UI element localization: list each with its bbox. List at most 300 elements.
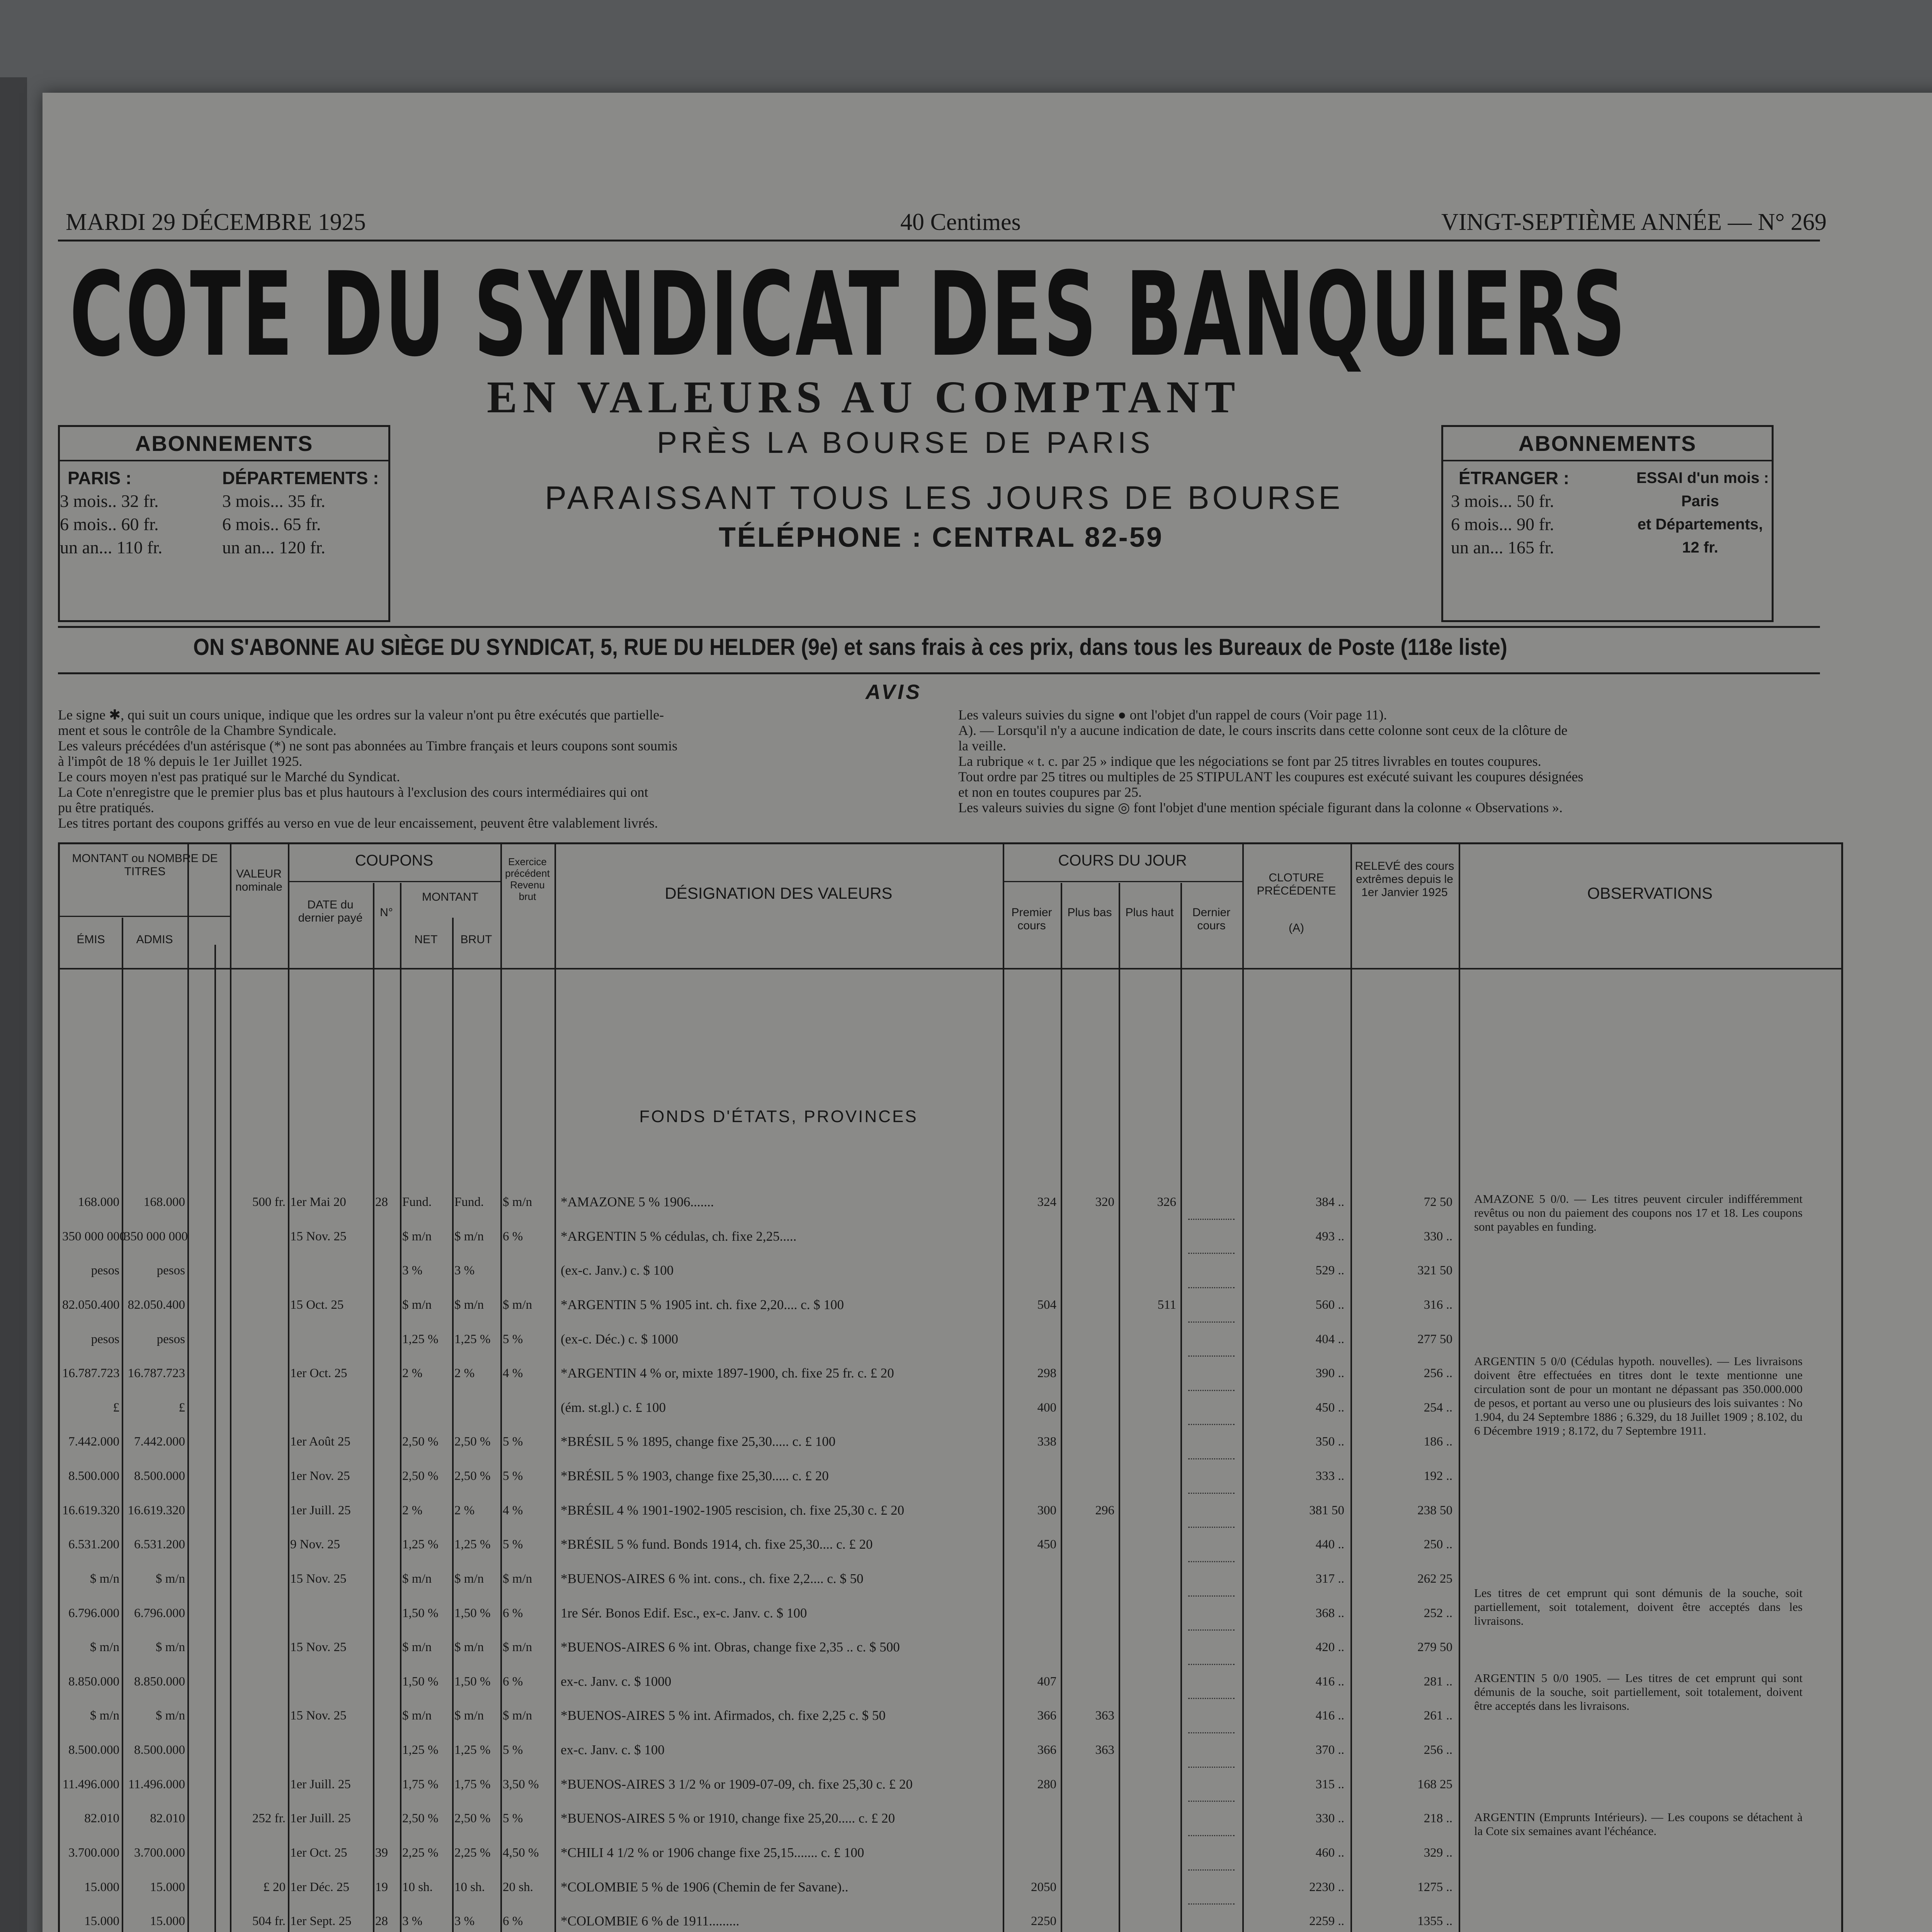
cell-date: 15 Oct. 25 xyxy=(290,1298,344,1312)
subscribe-line: ON S'ABONNE AU SIÈGE DU SYNDICAT, 5, RUE DU HELDER (9e) et sans frais à ces prix, dans tous les Bureaux de Poste (118e liste) xyxy=(193,634,1507,660)
quotation-rows xyxy=(60,1192,1459,1932)
observation-note: AMAZONE 5 0/0. — Les titres peuvent circuler indifféremment revêtus ou non du paiement des coupons nos 17 et 18. Les coupons sont payables en funding. xyxy=(1474,1192,1803,1233)
cell-emis: 6.531.200 xyxy=(68,1537,119,1552)
cell-pc: 366 xyxy=(1037,1743,1056,1757)
cell-emis: $ m/n xyxy=(90,1709,119,1723)
cell-rev: 5 % xyxy=(503,1469,523,1483)
cell-des: *ARGENTIN 5 % 1905 int. ch. fixe 2,20.... c. $ 100 xyxy=(561,1297,844,1312)
avis-right-line: la veille. xyxy=(958,738,1006,753)
cell-date: 1er Mai 20 xyxy=(290,1195,346,1209)
cell-brut: 2,50 % xyxy=(454,1469,491,1483)
col-montant-coupon: MONTANT xyxy=(422,891,479,903)
cell-admis: 168.000 xyxy=(143,1195,185,1209)
avis-right-line: Les valeurs suivies du signe ● ont l'objet d'un rappel de cours (Voir page 11). xyxy=(958,707,1387,723)
cell-lo: 330 .. xyxy=(1423,1229,1452,1243)
cell-hi: 370 .. xyxy=(1315,1743,1344,1757)
cell-hi: 384 .. xyxy=(1315,1195,1344,1209)
dot-leader xyxy=(1188,1287,1235,1288)
cell-hi: 350 .. xyxy=(1315,1435,1344,1449)
observation-note: ARGENTIN (Emprunts Intérieurs). — Les coupons se détachent à la Cote six semaines avant l'échéance. xyxy=(1474,1810,1803,1838)
cell-no: 28 xyxy=(375,1914,388,1929)
cell-rev: 6 % xyxy=(503,1674,523,1689)
cell-brut: 3 % xyxy=(454,1914,475,1929)
cell-des: *BUENOS-AIRES 6 % int. cons., ch. fixe 2,2.... c. $ 50 xyxy=(561,1571,864,1586)
cell-admis: $ m/n xyxy=(155,1709,185,1723)
cell-hi: 317 .. xyxy=(1315,1571,1344,1586)
cell-brut: 2,50 % xyxy=(454,1435,491,1449)
cell-des: 1re Sér. Bonos Edif. Esc., ex-c. Janv. c. $ 100 xyxy=(561,1605,807,1621)
cell-brut: $ m/n xyxy=(454,1640,484,1655)
cell-admis: 8.500.000 xyxy=(134,1743,185,1757)
cell-date: 1er Juill. 25 xyxy=(290,1811,351,1826)
cell-lo: 254 .. xyxy=(1423,1400,1452,1415)
paris-label: PARIS : xyxy=(68,468,132,488)
cell-emis: 7.442.000 xyxy=(68,1435,119,1449)
cell-admis: 350 000 000 xyxy=(124,1229,188,1243)
cell-lo: 281 .. xyxy=(1423,1674,1452,1689)
dot-leader xyxy=(1188,1253,1235,1254)
cell-date: 1er Juill. 25 xyxy=(290,1503,351,1517)
subscriptions-right-box xyxy=(1441,425,1774,622)
dot-leader xyxy=(1188,1561,1235,1562)
cell-net: 2 % xyxy=(402,1503,423,1517)
cell-admis: 15.000 xyxy=(150,1880,185,1894)
paris-rate-3: 3 mois.. 32 fr. xyxy=(60,491,159,511)
dot-leader xyxy=(1188,1869,1235,1871)
avis-right-line: et non en toutes coupures par 25. xyxy=(958,784,1142,800)
cell-admis: 7.442.000 xyxy=(134,1435,185,1449)
dot-leader xyxy=(1188,1321,1235,1323)
cell-net: 3 % xyxy=(402,1914,423,1929)
cell-date: 9 Nov. 25 xyxy=(290,1537,340,1552)
avis-right xyxy=(958,707,1583,815)
cell-hi: 416 .. xyxy=(1315,1674,1344,1689)
cell-hi: 2259 .. xyxy=(1309,1914,1344,1929)
dot-leader xyxy=(1188,1664,1235,1665)
col-designation: DÉSIGNATION DES VALEURS xyxy=(665,884,893,902)
avis-left-line: Le cours moyen n'est pas pratiqué sur le Marché du Syndicat. xyxy=(58,769,400,784)
cell-rev: 5 % xyxy=(503,1811,523,1826)
cell-net: 1,50 % xyxy=(402,1606,439,1620)
cell-pb: 296 xyxy=(1095,1503,1114,1517)
cell-emis: 8.500.000 xyxy=(68,1743,119,1757)
cell-hi: 440 .. xyxy=(1315,1537,1344,1552)
col-montant: MONTANT ou NOMBRE DE TITRES xyxy=(72,852,218,878)
masthead-subtitle: EN VALEURS AU COMPTANT xyxy=(487,372,1241,422)
avis-right-line: Les valeurs suivies du signe ◎ font l'objet d'une mention spéciale figurant dans la colonne « Observations ». xyxy=(958,800,1563,815)
avis-left-line: Les valeurs précédées d'un astérisque (*) ne sont pas abonnées au Timbre français et leurs coupons sont soumis xyxy=(58,738,678,753)
dot-leader xyxy=(1188,1698,1235,1699)
cell-rev: $ m/n xyxy=(503,1195,532,1209)
cell-admis: 11.496.000 xyxy=(128,1777,185,1791)
cell-lo: 250 .. xyxy=(1423,1537,1452,1552)
cell-net: 1,75 % xyxy=(402,1777,439,1791)
cell-rev: 5 % xyxy=(503,1435,523,1449)
cell-lo: 192 .. xyxy=(1423,1469,1452,1483)
cell-emis: pesos xyxy=(91,1264,119,1278)
cell-no: 39 xyxy=(375,1845,388,1860)
cell-emis: 15.000 xyxy=(84,1914,119,1929)
cell-hi: 315 .. xyxy=(1315,1777,1344,1791)
cell-lo: 238 50 xyxy=(1417,1503,1452,1517)
section-title: FONDS D'ÉTATS, PROVINCES xyxy=(639,1107,918,1126)
subscriptions-left-rule xyxy=(60,460,388,461)
cell-pc: 280 xyxy=(1037,1777,1056,1791)
cours-rule xyxy=(1003,881,1242,882)
cell-des: (ex-c. Janv.) c. $ 100 xyxy=(561,1263,674,1278)
subscribe-rule-bottom xyxy=(58,672,1820,674)
cell-date: 1er Sept. 25 xyxy=(290,1914,352,1929)
cell-val: 504 fr. xyxy=(252,1914,286,1929)
cell-net: 2,50 % xyxy=(402,1469,439,1483)
avis-right-line: La rubrique « t. c. par 25 » indique que les négociations se font par 25 titres livrables en toutes coupures. xyxy=(958,753,1541,769)
col-dernier: Dernier cours xyxy=(1192,906,1231,932)
cell-date: 15 Nov. 25 xyxy=(290,1709,347,1723)
cell-lo: 218 .. xyxy=(1423,1811,1452,1826)
foreign-rate-12: un an... 165 fr. xyxy=(1451,537,1554,557)
cell-brut: 2 % xyxy=(454,1503,475,1517)
cell-val: 500 fr. xyxy=(252,1195,286,1209)
cell-des: *BRÉSIL 4 % 1901-1902-1905 rescision, ch. fixe 25,30 c. £ 20 xyxy=(561,1502,905,1518)
cell-lo: 321 50 xyxy=(1417,1264,1452,1278)
observation-note: Les titres de cet emprunt qui sont démunis de la souche, soit partiellement, soit totalement, doivent être acceptés dans les livraisons. xyxy=(1474,1586,1803,1628)
cell-emis: 16.787.723 xyxy=(62,1366,120,1381)
subscriptions-right-title: ABONNEMENTS xyxy=(1518,431,1697,456)
cell-pc: 324 xyxy=(1037,1195,1056,1209)
col-net: NET xyxy=(414,933,438,946)
cell-rev: 5 % xyxy=(503,1332,523,1346)
cell-des: *COLOMBIE 5 % de 1906 (Chemin de fer Savane).. xyxy=(561,1879,849,1895)
montant-rule xyxy=(60,916,230,917)
cell-lo: 316 .. xyxy=(1423,1298,1452,1312)
quotations-table xyxy=(58,842,1843,1932)
issue-date: MARDI 29 DÉCEMBRE 1925 xyxy=(66,209,366,235)
cell-emis: 16.619.320 xyxy=(62,1503,120,1517)
subscribe-rule-top xyxy=(58,626,1820,628)
cell-rev: $ m/n xyxy=(503,1709,532,1723)
col-coupons: COUPONS xyxy=(355,852,434,869)
cell-pc: 450 xyxy=(1037,1537,1056,1552)
cell-lo: 329 .. xyxy=(1423,1845,1452,1860)
cell-brut: 1,25 % xyxy=(454,1537,491,1552)
cell-lo: 1355 .. xyxy=(1417,1914,1452,1929)
dept-rate-12: un an... 120 fr. xyxy=(222,537,326,557)
cell-brut: $ m/n xyxy=(454,1571,484,1586)
cell-rev: 4,50 % xyxy=(503,1845,539,1860)
cell-brut: 1,25 % xyxy=(454,1743,491,1757)
cell-des: *BUENOS-AIRES 6 % int. Obras, change fixe 2,35 .. c. $ 500 xyxy=(561,1639,900,1655)
cell-admis: £ xyxy=(179,1400,185,1415)
cell-lo: 261 .. xyxy=(1423,1709,1452,1723)
subscriptions-right-rule xyxy=(1443,460,1772,461)
cell-brut: 1,25 % xyxy=(454,1332,491,1346)
cell-date: 1er Nov. 25 xyxy=(290,1469,350,1483)
newspaper-page xyxy=(43,93,1932,1932)
masthead-location: PRÈS LA BOURSE DE PARIS xyxy=(657,425,1154,459)
col-plus-haut: Plus haut xyxy=(1125,906,1174,919)
avis-left-line: à l'impôt de 18 % depuis le 1er Juillet 1925. xyxy=(58,753,303,769)
masthead-frequency: PARAISSANT TOUS LES JOURS DE BOURSE xyxy=(545,480,1344,516)
cell-hi: 404 .. xyxy=(1315,1332,1344,1346)
cell-hi: 330 .. xyxy=(1315,1811,1344,1826)
cell-rev: $ m/n xyxy=(503,1571,532,1586)
header-bottom-rule xyxy=(60,968,1841,969)
cell-des: *COLOMBIE 6 % de 1911......... xyxy=(561,1913,740,1929)
cell-lo: 252 .. xyxy=(1423,1606,1452,1620)
col-emis: ÉMIS xyxy=(77,933,105,946)
cell-net: 2,50 % xyxy=(402,1435,439,1449)
cell-pb: 320 xyxy=(1095,1195,1114,1209)
col-premier: Premier cours xyxy=(1011,906,1052,932)
cell-ph: 511 xyxy=(1157,1298,1176,1312)
cell-hi: 460 .. xyxy=(1315,1845,1344,1860)
dot-leader xyxy=(1188,1903,1235,1905)
cell-hi: 450 .. xyxy=(1315,1400,1344,1415)
cell-emis: 8.500.000 xyxy=(68,1469,119,1483)
cell-rev: 6 % xyxy=(503,1229,523,1243)
cell-hi: 381 50 xyxy=(1309,1503,1344,1517)
col-valeur: VALEUR nominale xyxy=(235,867,282,893)
cell-des: *AMAZONE 5 % 1906....... xyxy=(561,1194,714,1209)
cell-hi: 333 .. xyxy=(1315,1469,1344,1483)
cell-emis: pesos xyxy=(91,1332,119,1346)
cell-pc: 504 xyxy=(1037,1298,1056,1312)
cell-des: *BRÉSIL 5 % 1903, change fixe 25,30..... c. £ 20 xyxy=(561,1468,829,1484)
dept-rate-6: 6 mois.. 65 fr. xyxy=(222,514,321,534)
col-exercice: Exercice précédent Revenu brut xyxy=(505,856,550,902)
cell-admis: 6.531.200 xyxy=(134,1537,185,1552)
dot-leader xyxy=(1188,1527,1235,1528)
cell-admis: 3.700.000 xyxy=(134,1845,185,1860)
cell-emis: $ m/n xyxy=(90,1571,119,1586)
cell-admis: 8.500.000 xyxy=(134,1469,185,1483)
cell-emis: 3.700.000 xyxy=(68,1845,119,1860)
avis-left xyxy=(58,707,677,831)
cell-admis: $ m/n xyxy=(155,1571,185,1586)
cell-net: 10 sh. xyxy=(402,1880,433,1894)
cell-des: *BRÉSIL 5 % fund. Bonds 1914, ch. fixe 25,30.... c. £ 20 xyxy=(561,1537,873,1552)
coupons-rule xyxy=(288,881,500,882)
cell-lo: 262 25 xyxy=(1417,1571,1452,1586)
dot-leader xyxy=(1188,1732,1235,1733)
cell-des: (ex-c. Déc.) c. $ 1000 xyxy=(561,1331,679,1347)
col-releve: RELEVÉ des cours extrêmes depuis le 1er Janvier 1925 xyxy=(1355,860,1454,899)
dot-leader xyxy=(1188,1493,1235,1494)
cell-hi: 560 .. xyxy=(1315,1298,1344,1312)
cell-des: *CHILI 4 1/2 % or 1906 change fixe 25,15....... c. £ 100 xyxy=(561,1845,864,1860)
cell-pc: 2250 xyxy=(1031,1914,1056,1929)
cell-date: 1er Juill. 25 xyxy=(290,1777,351,1791)
avis-left-line: pu être pratiqués. xyxy=(58,800,154,815)
cell-pb: 363 xyxy=(1095,1709,1114,1723)
cell-admis: pesos xyxy=(156,1264,185,1278)
cell-rev: 4 % xyxy=(503,1366,523,1381)
cell-emis: 6.796.000 xyxy=(68,1606,119,1620)
dot-leader xyxy=(1188,1355,1235,1357)
trial-offer-title: ESSAI d'un mois : xyxy=(1636,469,1769,486)
dept-rate-3: 3 mois... 35 fr. xyxy=(222,491,326,511)
col-cours: COURS DU JOUR xyxy=(1058,852,1187,869)
cell-brut: 3 % xyxy=(454,1264,475,1278)
cell-rev: 4 % xyxy=(503,1503,523,1517)
dot-leader xyxy=(1188,1835,1235,1836)
cell-net: 1,25 % xyxy=(402,1537,439,1552)
cell-net: $ m/n xyxy=(402,1640,432,1655)
avis-right-line: Tout ordre par 25 titres ou multiples de 25 STIPULANT les coupures est exécuté suivant les coupures désignées xyxy=(958,769,1583,784)
subscriptions-left-title: ABONNEMENTS xyxy=(135,431,313,456)
cell-des: *BUENOS-AIRES 5 % or 1910, change fixe 25,20..... c. £ 20 xyxy=(561,1811,895,1826)
cell-pc: 298 xyxy=(1037,1366,1056,1381)
cell-emis: 8.850.000 xyxy=(68,1674,119,1689)
paris-rate-12: un an... 110 fr. xyxy=(60,537,163,557)
observation-note: ARGENTIN 5 0/0 1905. — Les titres de cet emprunt qui sont démunis de la souche, soit partiellement, soit totalement, doivent être acceptés dans les livraisons. xyxy=(1474,1671,1803,1713)
avis-right-line: A). — Lorsqu'il n'y a aucune indication de date, le cours inscrits dans cette colonne sont ceux de la clôture de xyxy=(958,723,1568,738)
cell-no: 28 xyxy=(375,1195,388,1209)
cell-emis: 11.496.000 xyxy=(62,1777,119,1791)
dot-leader xyxy=(1188,1458,1235,1459)
dot-leader xyxy=(1188,1424,1235,1425)
cell-hi: 368 .. xyxy=(1315,1606,1344,1620)
cell-admis: $ m/n xyxy=(155,1640,185,1655)
dept-label: DÉPARTEMENTS : xyxy=(222,468,379,488)
cell-des: ex-c. Janv. c. $ 100 xyxy=(561,1742,665,1758)
cell-rev: 20 sh. xyxy=(503,1880,533,1894)
cell-lo: 72 50 xyxy=(1423,1195,1452,1209)
cell-admis: 16.619.320 xyxy=(128,1503,185,1517)
cell-emis: 168.000 xyxy=(78,1195,119,1209)
cell-admis: 82.050.400 xyxy=(128,1298,185,1312)
foreign-rate-3: 3 mois... 50 fr. xyxy=(1451,491,1554,511)
cell-hi: 390 .. xyxy=(1315,1366,1344,1381)
observation-note: ARGENTIN 5 0/0 (Cédulas hypoth. nouvelles). — Les livraisons doivent être effectuées en titres dont le texte mentionne une circulation sont de pour un montant ne dépassant pas 350.000.000 de pesos, et portant au verso une ou plusieurs des lois suivantes : No 1.904, du 24 Septembre 1886 ; 6.329, du 18 Juillet 1909 ; 8.102, du 6 Décembre 1919 ; 8.172, du 7 Septembre 1911. xyxy=(1474,1354,1803,1437)
cell-date: 1er Août 25 xyxy=(290,1435,350,1449)
cell-lo: 186 .. xyxy=(1423,1435,1452,1449)
cell-lo: 1275 .. xyxy=(1417,1880,1452,1894)
cell-ph: 326 xyxy=(1157,1195,1176,1209)
cell-net: 1,50 % xyxy=(402,1674,439,1689)
cell-emis: $ m/n xyxy=(90,1640,119,1655)
cell-admis: 16.787.723 xyxy=(128,1366,185,1381)
col-admis: ADMIS xyxy=(136,933,173,946)
dot-leader xyxy=(1188,1629,1235,1631)
cell-des: ex-c. Janv. c. $ 1000 xyxy=(561,1673,672,1689)
col-observations: OBSERVATIONS xyxy=(1587,884,1713,902)
cell-rev: 6 % xyxy=(503,1606,523,1620)
header-rule xyxy=(58,240,1820,242)
cell-lo: 256 .. xyxy=(1423,1366,1452,1381)
cell-admis: 6.796.000 xyxy=(134,1606,185,1620)
col-date: DATE du dernier payé xyxy=(298,898,363,924)
cell-val: £ 20 xyxy=(263,1880,286,1894)
trial-offer-dept: et Départements, xyxy=(1637,516,1763,533)
cell-date: 1er Oct. 25 xyxy=(290,1845,347,1860)
cell-admis: pesos xyxy=(156,1332,185,1346)
cell-hi: 529 .. xyxy=(1315,1264,1344,1278)
dot-leader xyxy=(1188,1219,1235,1220)
cell-des: *BUENOS-AIRES 3 1/2 % or 1909-07-09, ch. fixe 25,30 c. £ 20 xyxy=(561,1776,913,1792)
cell-net: $ m/n xyxy=(402,1571,432,1586)
avis-left-line: Les titres portant des coupons griffés au verso en vue de leur encaissement, peuvent être valablement livrés. xyxy=(58,815,658,831)
trial-offer-paris: Paris xyxy=(1681,493,1719,510)
avis-left-line: Le signe ✱, qui suit un cours unique, indique que les ordres sur la valeur n'ont pu être exécutés que partielle- xyxy=(58,707,664,723)
cell-hi: 493 .. xyxy=(1315,1229,1344,1243)
cell-des: *ARGENTIN 4 % or, mixte 1897-1900, ch. fixe 25 fr. c. £ 20 xyxy=(561,1366,894,1381)
col-cloture-a: (A) xyxy=(1289,922,1304,934)
cell-brut: 2,50 % xyxy=(454,1811,491,1826)
avis-left-line: ment et sous le contrôle de la Chambre Syndicale. xyxy=(58,723,337,738)
cell-net: 2 % xyxy=(402,1366,423,1381)
cell-lo: 168 25 xyxy=(1417,1777,1452,1791)
observations-column xyxy=(1474,1192,1822,1932)
cell-net: 3 % xyxy=(402,1264,423,1278)
cell-rev: $ m/n xyxy=(503,1298,532,1312)
col-no: N° xyxy=(380,906,393,919)
cell-brut: 1,75 % xyxy=(454,1777,491,1791)
cell-pc: 407 xyxy=(1037,1674,1056,1689)
dot-leader xyxy=(1188,1801,1235,1802)
issue-number: VINGT-SEPTIÈME ANNÉE — N° 269 xyxy=(1441,209,1827,235)
dot-leader xyxy=(1188,1767,1235,1768)
cell-pc: 400 xyxy=(1037,1400,1056,1415)
cell-net: $ m/n xyxy=(402,1229,432,1243)
cell-brut: Fund. xyxy=(454,1195,484,1209)
foreign-rate-6: 6 mois... 90 fr. xyxy=(1451,514,1554,534)
cell-brut: 10 sh. xyxy=(454,1880,485,1894)
cell-des: (ém. st.gl.) c. £ 100 xyxy=(561,1400,666,1415)
col-plus-bas: Plus bas xyxy=(1067,906,1112,919)
cell-hi: 420 .. xyxy=(1315,1640,1344,1655)
cell-emis: 350 000 000 xyxy=(62,1229,126,1243)
cell-emis: £ xyxy=(113,1400,119,1415)
cell-brut: $ m/n xyxy=(454,1229,484,1243)
cell-hi: 2230 .. xyxy=(1309,1880,1344,1894)
cell-pc: 338 xyxy=(1037,1435,1056,1449)
cell-brut: $ m/n xyxy=(454,1298,484,1312)
cell-rev: 3,50 % xyxy=(503,1777,539,1791)
dot-leader xyxy=(1188,1595,1235,1597)
cell-no: 19 xyxy=(375,1880,388,1894)
cell-lo: 277 50 xyxy=(1417,1332,1452,1346)
cell-date: 15 Nov. 25 xyxy=(290,1640,347,1655)
cell-des: *BRÉSIL 5 % 1895, change fixe 25,30..... c. £ 100 xyxy=(561,1434,836,1449)
cell-admis: 8.850.000 xyxy=(134,1674,185,1689)
cell-pc: 366 xyxy=(1037,1709,1056,1723)
cell-val: 252 fr. xyxy=(252,1811,286,1826)
cell-net: $ m/n xyxy=(402,1298,432,1312)
trial-offer-price: 12 fr. xyxy=(1682,539,1718,556)
cell-net: 1,25 % xyxy=(402,1743,439,1757)
masthead-title: COTE DU SYNDICAT DES BANQUIERS xyxy=(70,247,1627,382)
cell-rev: 5 % xyxy=(503,1537,523,1552)
cell-hi: 416 .. xyxy=(1315,1709,1344,1723)
cell-des: *ARGENTIN 5 % cédulas, ch. fixe 2,25..... xyxy=(561,1228,797,1244)
cell-net: $ m/n xyxy=(402,1709,432,1723)
cell-des: *BUENOS-AIRES 5 % int. Afirmados, ch. fixe 2,25 c. $ 50 xyxy=(561,1708,886,1723)
avis-left-line: La Cote n'enregistre que le premier plus bas et plus hautours à l'exclusion des cours intermédiaires qui ont xyxy=(58,784,648,800)
cell-brut: 2 % xyxy=(454,1366,475,1381)
cell-brut: 1,50 % xyxy=(454,1674,491,1689)
masthead-telephone: TÉLÉPHONE : CENTRAL 82-59 xyxy=(719,522,1163,553)
cell-emis: 15.000 xyxy=(84,1880,119,1894)
avis-title: AVIS xyxy=(866,680,922,704)
foreign-label: ÉTRANGER : xyxy=(1459,468,1570,488)
col-brut: BRUT xyxy=(460,933,492,946)
cell-brut: $ m/n xyxy=(454,1709,484,1723)
cell-pc: 2050 xyxy=(1031,1880,1056,1894)
paris-rate-6: 6 mois.. 60 fr. xyxy=(60,514,159,534)
cell-emis: 82.010 xyxy=(84,1811,119,1826)
cell-admis: 15.000 xyxy=(150,1914,185,1929)
